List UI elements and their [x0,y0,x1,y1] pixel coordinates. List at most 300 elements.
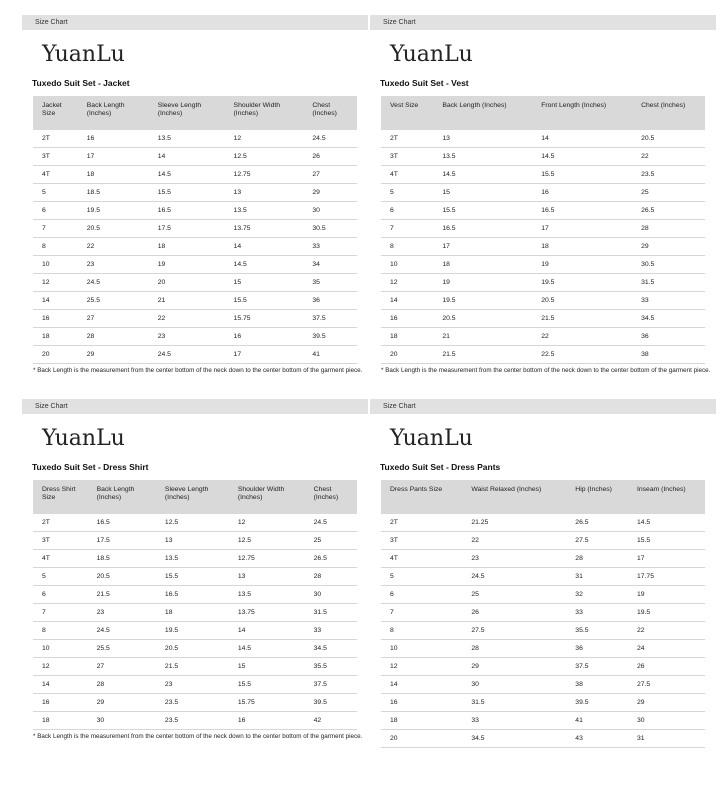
table-row [381,346,705,364]
table-cell: 16 [33,310,78,328]
table-cell: 23 [149,328,225,346]
table-cell: 2T [33,130,78,148]
table-cell: 31.5 [632,274,705,292]
table-cell: 24.5 [88,622,156,640]
table-cell: 13.5 [433,148,532,166]
table-cell: 2T [381,514,462,532]
table-row [33,568,357,586]
table-cell: 20.5 [433,310,532,328]
size-chart-panel-vest [370,15,716,375]
table-cell: 20 [381,346,433,364]
table-cell: 37.5 [303,310,357,328]
table-cell: 28 [305,568,357,586]
table-cell: 14.5 [149,166,225,184]
table-cell: 19.5 [156,622,229,640]
table-title: Tuxedo Suit Set - Dress Shirt [32,462,149,472]
table-cell: 14.5 [532,148,632,166]
table-cell: 15 [433,184,532,202]
table-cell: 13.5 [149,130,225,148]
table-cell: 19 [628,586,705,604]
table-cell: 39.5 [566,694,628,712]
table-cell: 15.5 [149,184,225,202]
table-cell: 38 [632,346,705,364]
table-row [381,328,705,346]
table-cell: 16 [532,184,632,202]
table-cell: 16 [381,694,462,712]
table-cell: 34.5 [305,640,357,658]
table-cell: 25 [462,586,566,604]
table-cell: 2T [33,514,88,532]
table-cell: 14 [229,622,305,640]
table-row [381,292,705,310]
table-cell: 25.5 [88,640,156,658]
table-cell: 41 [566,712,628,730]
table-cell: 22 [462,532,566,550]
table-cell: 23 [462,550,566,568]
table-cell: 15.5 [628,532,705,550]
table-cell: 18 [78,166,149,184]
table-cell: 13 [225,184,304,202]
table-cell: 25.5 [78,292,149,310]
table-cell: 20 [33,346,78,364]
table-cell: 23.5 [156,694,229,712]
table-cell: 17.5 [149,220,225,238]
table-cell: 16.5 [433,220,532,238]
table-cell: 28 [632,220,705,238]
table-row [33,346,357,364]
table-cell: 36 [303,292,357,310]
table-row [381,604,705,622]
size-table [33,480,357,730]
table-row [33,202,357,220]
table-cell: 18 [33,328,78,346]
table-cell: 20 [149,274,225,292]
table-cell: 33 [305,622,357,640]
table-cell: 12 [229,514,305,532]
column-header: Vest Size [381,96,433,130]
table-cell: 37.5 [305,676,357,694]
table-row [33,256,357,274]
table-title: Tuxedo Suit Set - Dress Pants [380,462,501,472]
table-cell: 3T [381,148,433,166]
table-cell: 24.5 [78,274,149,292]
table-row [381,622,705,640]
brand-logo: YuanLu [42,42,125,67]
table-cell: 16.5 [532,202,632,220]
table-cell: 15 [229,658,305,676]
table-cell: 14 [532,130,632,148]
column-header: Back Length (Inches) [78,96,149,130]
table-cell: 5 [381,568,462,586]
column-header: Sleeve Length (Inches) [149,96,225,130]
table-row [381,220,705,238]
panel-header-bar: Size Chart [370,15,716,30]
table-cell: 12 [225,130,304,148]
table-cell: 8 [33,622,88,640]
table-row [33,640,357,658]
table-cell: 16 [78,130,149,148]
table-cell: 24.5 [303,130,357,148]
table-cell: 2T [381,130,433,148]
table-row [381,184,705,202]
table-row [381,148,705,166]
table-cell: 12.5 [229,532,305,550]
table-cell: 20.5 [532,292,632,310]
column-header: Inseam (Inches) [628,480,705,514]
table-cell: 7 [381,220,433,238]
table-title: Tuxedo Suit Set - Jacket [32,78,130,88]
table-cell: 34 [303,256,357,274]
size-table [381,480,705,748]
table-cell: 26.5 [305,550,357,568]
table-cell: 24.5 [462,568,566,586]
table-header-row [33,96,357,130]
table-cell: 14 [381,676,462,694]
table-cell: 14.5 [229,640,305,658]
table-cell: 26 [303,148,357,166]
table-cell: 27 [78,310,149,328]
column-header: Shoulder Width (Inches) [229,480,305,514]
table-cell: 42 [305,712,357,730]
brand-logo: YuanLu [390,426,473,451]
table-cell: 30 [305,586,357,604]
table-cell: 33 [632,292,705,310]
table-cell: 17 [433,238,532,256]
size-chart-panel-dress-pants [370,399,716,748]
table-cell: 16 [225,328,304,346]
table-row [33,622,357,640]
table-cell: 17 [628,550,705,568]
table-header-row [381,480,705,514]
table-cell: 29 [88,694,156,712]
table-cell: 15.75 [225,310,304,328]
table-cell: 18.5 [78,184,149,202]
table-cell: 8 [33,238,78,256]
table-cell: 34.5 [462,730,566,748]
column-header: Chest (Inches) [303,96,357,130]
table-row [381,238,705,256]
table-row [33,166,357,184]
footnote: * Back Length is the measurement from the center bottom of the neck down to the center bottom of the garment piece. [381,367,711,374]
table-cell: 19.5 [628,604,705,622]
table-cell: 19 [433,274,532,292]
table-cell: 18 [532,238,632,256]
table-cell: 13.5 [225,202,304,220]
table-row [33,694,357,712]
table-cell: 22 [532,328,632,346]
table-cell: 18 [381,328,433,346]
table-cell: 23.5 [156,712,229,730]
table-cell: 33 [303,238,357,256]
table-row [33,586,357,604]
column-header: Back Length (Inches) [433,96,532,130]
column-header: Waist Relaxed (Inches) [462,480,566,514]
table-cell: 6 [33,202,78,220]
table-cell: 21.5 [433,346,532,364]
column-header: Chest (Inches) [632,96,705,130]
table-cell: 28 [566,550,628,568]
table-row [33,292,357,310]
table-cell: 5 [33,184,78,202]
table-cell: 36 [566,640,628,658]
table-cell: 21 [149,292,225,310]
table-cell: 27 [303,166,357,184]
table-cell: 12.75 [229,550,305,568]
table-cell: 32 [566,586,628,604]
table-cell: 8 [381,238,433,256]
table-row [33,514,357,532]
table-cell: 17.5 [88,532,156,550]
table-cell: 21.25 [462,514,566,532]
table-cell: 24.5 [305,514,357,532]
table-row [33,130,357,148]
table-cell: 18 [433,256,532,274]
table-cell: 4T [33,166,78,184]
table-cell: 24.5 [149,346,225,364]
table-cell: 20.5 [78,220,149,238]
table-cell: 26.5 [566,514,628,532]
table-header-row [381,96,705,130]
table-cell: 3T [381,532,462,550]
table-cell: 15.5 [532,166,632,184]
table-cell: 37.5 [566,658,628,676]
table-cell: 29 [78,346,149,364]
table-row [33,274,357,292]
table-cell: 27.5 [462,622,566,640]
table-cell: 43 [566,730,628,748]
table-cell: 13.75 [225,220,304,238]
column-header: Front Length (Inches) [532,96,632,130]
table-row [33,658,357,676]
table-cell: 14 [149,148,225,166]
table-row [381,130,705,148]
table-cell: 19.5 [78,202,149,220]
table-cell: 17.75 [628,568,705,586]
table-cell: 12 [381,274,433,292]
table-cell: 3T [33,148,78,166]
table-cell: 12 [33,274,78,292]
table-header-row [33,480,357,514]
column-header: Hip (Inches) [566,480,628,514]
table-cell: 26 [628,658,705,676]
table-cell: 14 [33,676,88,694]
table-cell: 15.5 [156,568,229,586]
table-cell: 41 [303,346,357,364]
table-row [381,532,705,550]
footnote: * Back Length is the measurement from the center bottom of the neck down to the center bottom of the garment piece. [33,733,363,740]
table-cell: 39.5 [305,694,357,712]
size-chart-panel-dress-shirt [22,399,368,741]
size-chart-panel-jacket [22,15,368,375]
table-cell: 33 [566,604,628,622]
table-row [381,712,705,730]
table-cell: 30 [462,676,566,694]
column-header: Sleeve Length (Inches) [156,480,229,514]
table-cell: 22 [628,622,705,640]
table-cell: 22 [632,148,705,166]
table-cell: 15.75 [229,694,305,712]
table-cell: 39.5 [303,328,357,346]
panel-header-bar: Size Chart [22,399,368,414]
brand-logo: YuanLu [42,426,125,451]
table-cell: 28 [88,676,156,694]
table-cell: 7 [381,604,462,622]
table-cell: 18 [149,238,225,256]
table-cell: 6 [381,202,433,220]
table-cell: 12 [33,658,88,676]
table-cell: 4T [381,550,462,568]
table-cell: 20.5 [88,568,156,586]
column-header: Jacket Size [33,96,78,130]
table-cell: 35.5 [305,658,357,676]
table-row [33,328,357,346]
table-cell: 17 [78,148,149,166]
table-cell: 34.5 [632,310,705,328]
footnote: * Back Length is the measurement from the center bottom of the neck down to the center bottom of the garment piece. [33,367,363,374]
panel-header-bar: Size Chart [22,15,368,30]
table-cell: 27 [88,658,156,676]
table-row [381,256,705,274]
table-row [33,220,357,238]
table-cell: 28 [462,640,566,658]
table-row [381,676,705,694]
table-cell: 30 [303,202,357,220]
table-cell: 16.5 [88,514,156,532]
table-cell: 20 [381,730,462,748]
table-cell: 30 [628,712,705,730]
table-cell: 22 [78,238,149,256]
table-cell: 18 [33,712,88,730]
table-cell: 19 [149,256,225,274]
table-cell: 29 [462,658,566,676]
table-row [33,676,357,694]
table-row [381,658,705,676]
size-table [381,96,705,364]
table-cell: 13 [156,532,229,550]
table-cell: 15.5 [229,676,305,694]
table-cell: 21.5 [532,310,632,328]
table-cell: 26.5 [632,202,705,220]
table-cell: 29 [628,694,705,712]
table-cell: 12.5 [156,514,229,532]
table-cell: 35.5 [566,622,628,640]
table-cell: 17 [532,220,632,238]
table-row [381,550,705,568]
table-cell: 3T [33,532,88,550]
table-row [381,202,705,220]
table-cell: 14.5 [225,256,304,274]
table-row [33,712,357,730]
table-cell: 31.5 [462,694,566,712]
table-cell: 18.5 [88,550,156,568]
table-cell: 30.5 [303,220,357,238]
table-cell: 24 [628,640,705,658]
table-row [381,514,705,532]
table-cell: 27.5 [628,676,705,694]
table-row [381,310,705,328]
table-cell: 5 [33,568,88,586]
table-cell: 10 [381,256,433,274]
table-cell: 10 [33,640,88,658]
table-cell: 12.75 [225,166,304,184]
table-cell: 17 [225,346,304,364]
table-cell: 14.5 [628,514,705,532]
table-cell: 10 [381,640,462,658]
table-cell: 21.5 [88,586,156,604]
table-cell: 13.5 [229,586,305,604]
column-header: Back Length (Inches) [88,480,156,514]
table-cell: 20.5 [632,130,705,148]
table-cell: 15.5 [225,292,304,310]
table-cell: 35 [303,274,357,292]
table-cell: 16 [229,712,305,730]
table-row [381,274,705,292]
table-row [381,640,705,658]
table-cell: 13.75 [229,604,305,622]
table-cell: 16.5 [149,202,225,220]
table-cell: 29 [303,184,357,202]
table-cell: 38 [566,676,628,694]
column-header: Dress Pants Size [381,480,462,514]
table-cell: 22 [149,310,225,328]
table-row [381,568,705,586]
column-header: Chest (Inches) [305,480,357,514]
table-cell: 20.5 [156,640,229,658]
table-cell: 29 [632,238,705,256]
panel-header-bar: Size Chart [370,399,716,414]
table-cell: 12.5 [225,148,304,166]
table-row [33,238,357,256]
table-row [33,532,357,550]
table-cell: 6 [33,586,88,604]
table-cell: 22.5 [532,346,632,364]
table-cell: 18 [381,712,462,730]
table-cell: 28 [78,328,149,346]
column-header: Dress Shirt Size [33,480,88,514]
brand-logo: YuanLu [390,42,473,67]
table-row [33,310,357,328]
table-cell: 14 [225,238,304,256]
table-cell: 15.5 [433,202,532,220]
table-cell: 13 [229,568,305,586]
table-cell: 26 [462,604,566,622]
table-cell: 13 [433,130,532,148]
table-cell: 31 [628,730,705,748]
table-cell: 4T [33,550,88,568]
table-cell: 14 [33,292,78,310]
table-cell: 25 [305,532,357,550]
table-row [381,730,705,748]
table-cell: 12 [381,658,462,676]
table-cell: 13.5 [156,550,229,568]
table-cell: 16.5 [156,586,229,604]
table-cell: 23 [78,256,149,274]
table-cell: 25 [632,184,705,202]
table-cell: 7 [33,604,88,622]
table-cell: 30.5 [632,256,705,274]
size-table [33,96,357,364]
table-row [33,604,357,622]
table-row [33,550,357,568]
table-row [33,184,357,202]
table-cell: 10 [33,256,78,274]
table-cell: 31 [566,568,628,586]
table-cell: 21.5 [156,658,229,676]
table-cell: 23 [156,676,229,694]
table-cell: 23 [88,604,156,622]
table-title: Tuxedo Suit Set - Vest [380,78,469,88]
table-cell: 8 [381,622,462,640]
